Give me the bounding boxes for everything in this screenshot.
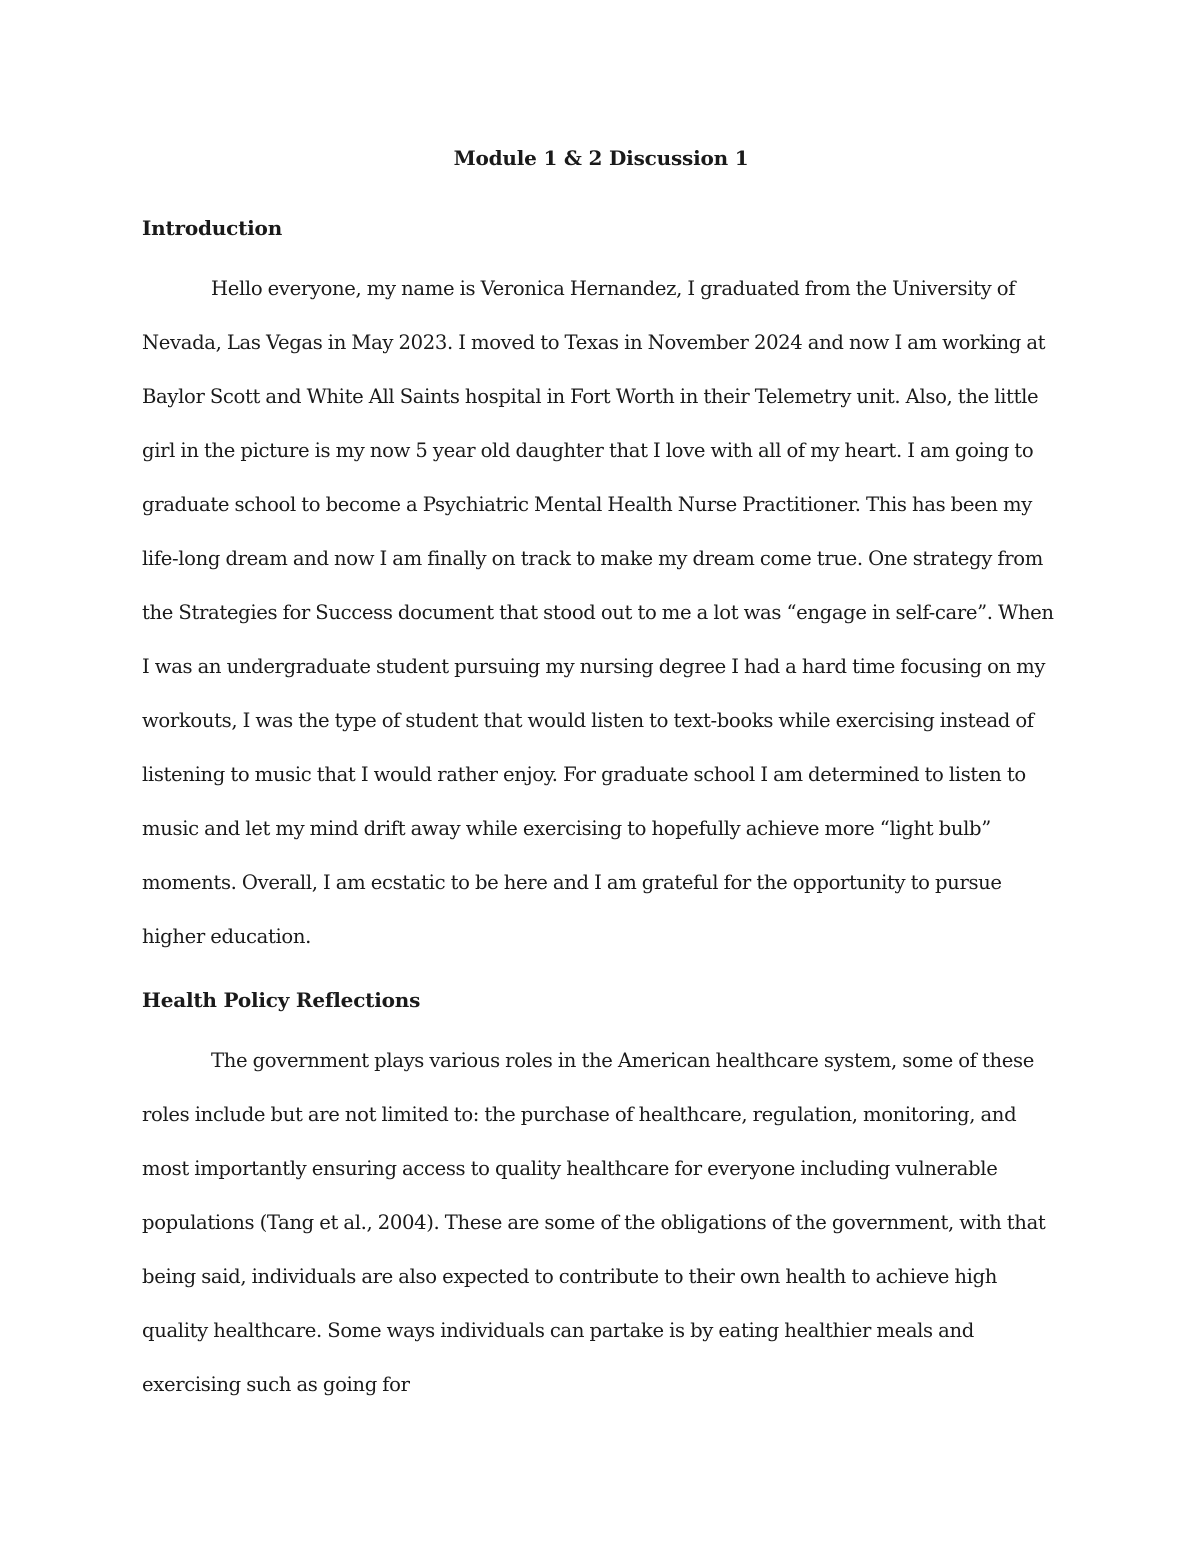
introduction-paragraph: Hello everyone, my name is Veronica Hernandez, I graduated from the University of Nevada, Las Vegas in May 2023. I moved to Texas in November 2024 and now I am working at Baylor Scott and White All Saints hospital in Fort Worth in their Telemetry unit. Also, the little girl in the picture is my now 5 year old daughter that I love with all of my heart. I am going to graduate school to become a Psychiatric Mental Health Nurse Practitioner. This has been my life-long dream and now I am finally on track to make my dream come true. One strategy from the Strategies for Success document that stood out to me a lot was “engage in self-care”. When I was an undergraduate student pursuing my nursing degree I had a hard time focusing on my workouts, I was the type of student that would listen to text-books while exercising instead of listening to music that I would rather enjoy. For graduate school I am determined to listen to music and let my mind drift away while exercising to hopefully achieve more “light bulb” moments. Overall, I am ecstatic to be here and I am grateful for the opportunity to pursue higher education. — [142, 277, 1054, 948]
document-body — [142, 138, 1060, 1428]
health-policy-paragraph: The government plays various roles in the American healthcare system, some of these roles include but are not limited to: the purchase of healthcare, regulation, monitoring, and most importantly ensuring access to quality healthcare for everyone including vulnerable populations (Tang et al., 2004). These are some of the obligations of the government, with that being said, individuals are also expected to contribute to their own health to achieve high quality healthcare. Some ways individuals can partake is by eating healthier meals and exercising such as going for — [142, 1049, 1046, 1396]
section-heading-introduction: Introduction — [142, 216, 283, 240]
section-heading-health-policy: Health Policy Reflections — [142, 988, 421, 1012]
page-title: Module 1 & 2 Discussion 1 — [453, 146, 749, 170]
